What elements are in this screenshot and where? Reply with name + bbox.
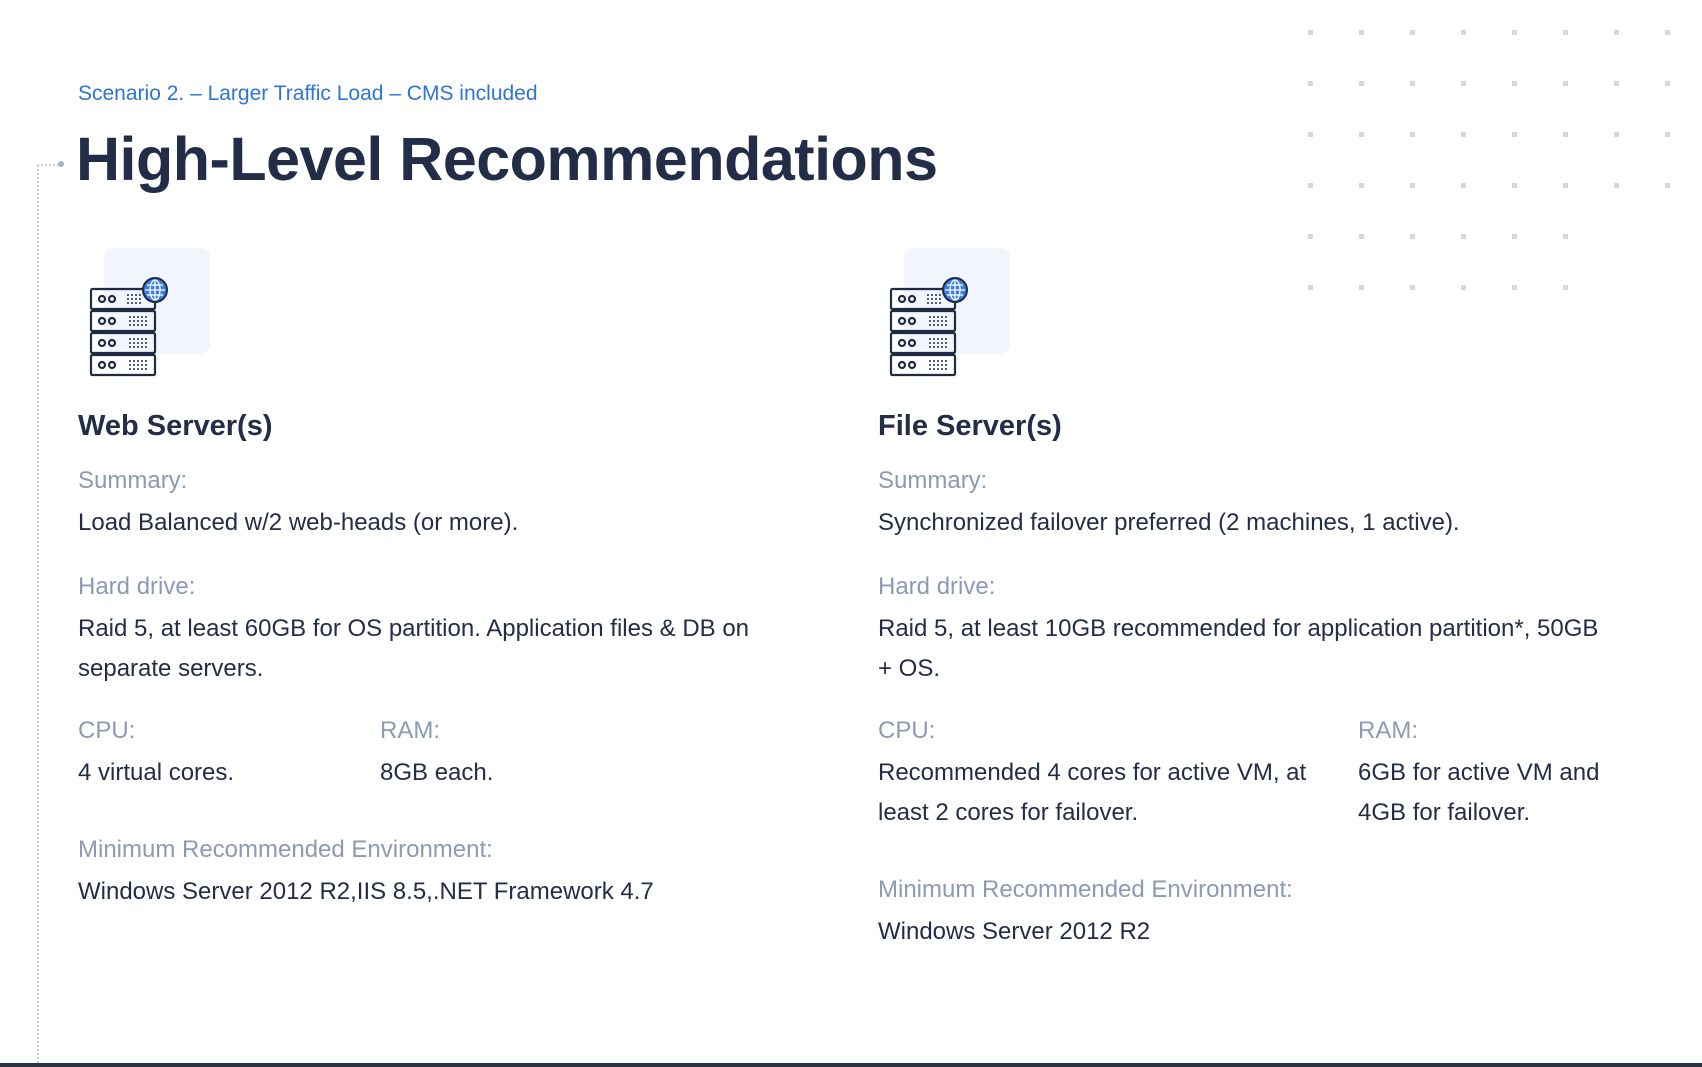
grid-dot [1359,81,1364,86]
server-rack-globe-icon [889,277,969,377]
grid-dot [1461,183,1466,188]
grid-dot [1614,183,1619,188]
grid-dot [1410,81,1415,86]
grid-dot [1614,132,1619,137]
file-server-icon-tile [878,248,1018,384]
grid-dot [1512,30,1517,35]
grid-dot [1512,234,1517,239]
grid-dot [1359,183,1364,188]
ram-label: RAM: [1358,717,1418,744]
grid-dot [1563,30,1568,35]
grid-dot [1665,30,1670,35]
bottom-rule [0,1063,1702,1067]
server-rack-globe-icon [89,277,169,377]
grid-dot [1563,183,1568,188]
grid-dot [1512,132,1517,137]
environment-value: Windows Server 2012 R2,IIS 8.5,.NET Framework 4.7 [78,878,654,905]
environment-label: Minimum Recommended Environment: [878,876,1293,903]
grid-dot [1308,183,1313,188]
grid-dot [1359,234,1364,239]
hard-drive-value: Raid 5, at least 60GB for OS partition. Application files & DB on separate servers. [78,615,750,682]
hard-drive-label: Hard drive: [78,573,196,600]
grid-dot [1563,234,1568,239]
grid-dot [1512,183,1517,188]
cpu-label: CPU: [878,717,936,744]
grid-dot [1512,81,1517,86]
file-server-section [878,248,1678,945]
file-server-title: File Server(s) [878,410,1062,442]
grid-dot [1614,81,1619,86]
grid-dot [1308,81,1313,86]
summary-value: Synchronized failover preferred (2 machines, 1 active). [878,509,1460,536]
grid-dot [1665,183,1670,188]
grid-dot [1308,30,1313,35]
environment-value: Windows Server 2012 R2 [878,918,1151,945]
grid-dot [1410,183,1415,188]
grid-dot [1359,132,1364,137]
grid-dot [1461,81,1466,86]
environment-label: Minimum Recommended Environment: [78,836,493,863]
ram-label: RAM: [380,717,440,744]
ram-value: 6GB for active VM and 4GB for failover. [1358,759,1600,826]
grid-dot [1614,30,1619,35]
summary-label: Summary: [878,467,988,494]
scenario-eyebrow: Scenario 2. – Larger Traffic Load – CMS included [78,82,538,105]
timeline-tick [37,164,59,166]
grid-dot [1563,81,1568,86]
grid-dot [1359,30,1364,35]
grid-dot [1308,132,1313,137]
cpu-value: Recommended 4 cores for active VM, at least 2 cores for failover. [878,759,1307,826]
timeline-line [37,165,39,1067]
cpu-value: 4 virtual cores. [78,759,235,786]
ram-value: 8GB each. [380,759,494,786]
grid-dot [1461,234,1466,239]
grid-dot [1461,30,1466,35]
web-server-icon-tile [78,248,218,384]
grid-dot [1563,132,1568,137]
summary-value: Load Balanced w/2 web-heads (or more). [78,509,519,536]
page-title: High-Level Recommendations [76,125,938,193]
grid-dot [1665,81,1670,86]
web-server-title: Web Server(s) [78,410,273,442]
summary-label: Summary: [78,467,188,494]
grid-dot [1410,132,1415,137]
timeline-dot [58,161,64,167]
grid-dot [1308,234,1313,239]
hard-drive-value: Raid 5, at least 10GB recommended for application partition*, 50GB + OS. [878,615,1599,682]
grid-dot [1410,30,1415,35]
web-server-section [78,248,878,905]
grid-dot [1461,132,1466,137]
grid-dot [1665,132,1670,137]
cpu-label: CPU: [78,717,136,744]
hard-drive-label: Hard drive: [878,573,996,600]
grid-dot [1410,234,1415,239]
